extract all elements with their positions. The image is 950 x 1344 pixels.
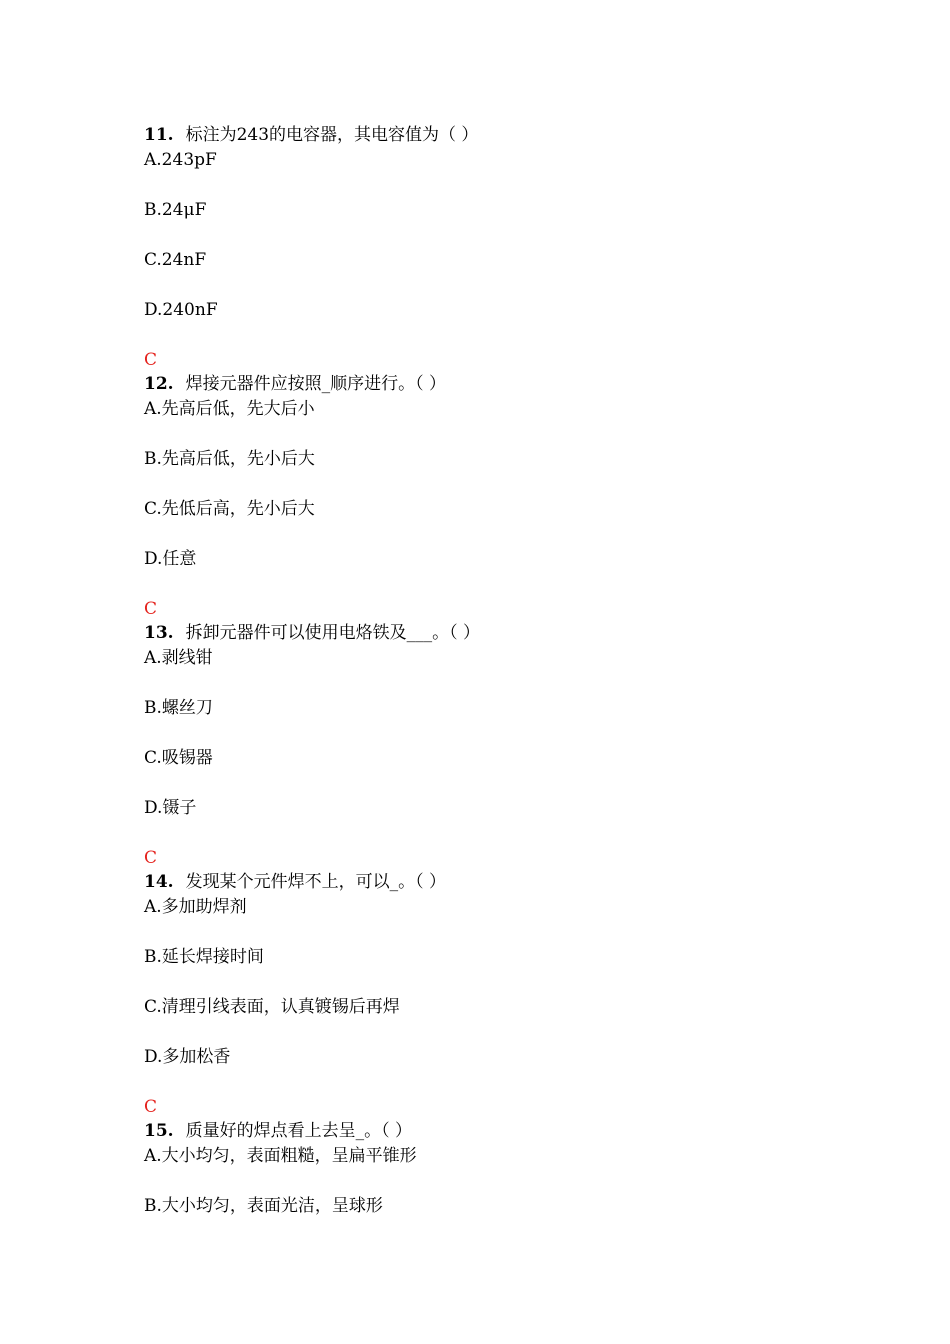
option-c: C.先低后高，先小后大 xyxy=(144,499,315,519)
question-12 xyxy=(144,372,864,621)
question-number: 12. xyxy=(144,374,174,394)
answer-key: C xyxy=(144,350,158,370)
option-c: C.24nF xyxy=(144,250,207,270)
question-text: 质量好的焊点看上去呈_。（ ） xyxy=(185,1121,412,1141)
question-stem xyxy=(144,870,864,895)
question-number: 13. xyxy=(144,623,174,643)
question-number: 14. xyxy=(144,872,174,892)
question-11 xyxy=(144,123,864,372)
question-text: 标注为243的电容器，其电容值为（ ） xyxy=(185,125,479,145)
option-b: B.螺丝刀 xyxy=(144,698,213,718)
question-15 xyxy=(144,1119,864,1219)
option-d: D.240nF xyxy=(144,300,218,320)
option-a: A.先高后低，先大后小 xyxy=(144,399,315,419)
option-d: D.多加松香 xyxy=(144,1047,231,1067)
question-stem xyxy=(144,621,864,646)
option-a: A.大小均匀，表面粗糙，呈扁平锥形 xyxy=(144,1146,417,1166)
option-b: B.先高后低，先小后大 xyxy=(144,449,315,469)
question-number: 15. xyxy=(144,1121,174,1141)
question-text: 焊接元器件应按照_顺序进行。（ ） xyxy=(185,374,446,394)
question-13 xyxy=(144,621,864,870)
option-d: D.任意 xyxy=(144,549,197,569)
option-d: D.镊子 xyxy=(144,798,197,818)
question-stem xyxy=(144,123,864,148)
option-a: A.243pF xyxy=(144,150,217,170)
answer-key: C xyxy=(144,848,158,868)
option-b: B.延长焊接时间 xyxy=(144,947,264,967)
option-b: B.大小均匀，表面光洁，呈球形 xyxy=(144,1196,383,1216)
option-c: C.清理引线表面，认真镀锡后再焊 xyxy=(144,997,400,1017)
option-a: A.剥线钳 xyxy=(144,648,213,668)
answer-key: C xyxy=(144,1097,158,1117)
question-14 xyxy=(144,870,864,1119)
option-a: A.多加助焊剂 xyxy=(144,897,247,917)
document-page xyxy=(144,123,864,1244)
question-stem xyxy=(144,1119,864,1144)
option-c: C.吸锡器 xyxy=(144,748,213,768)
question-number: 11. xyxy=(144,125,174,145)
question-text: 发现某个元件焊不上，可以_。（ ） xyxy=(185,872,446,892)
question-stem xyxy=(144,372,864,397)
question-text: 拆卸元器件可以使用电烙铁及___。（ ） xyxy=(185,623,480,643)
option-b: B.24μF xyxy=(144,200,207,220)
answer-key: C xyxy=(144,599,158,619)
